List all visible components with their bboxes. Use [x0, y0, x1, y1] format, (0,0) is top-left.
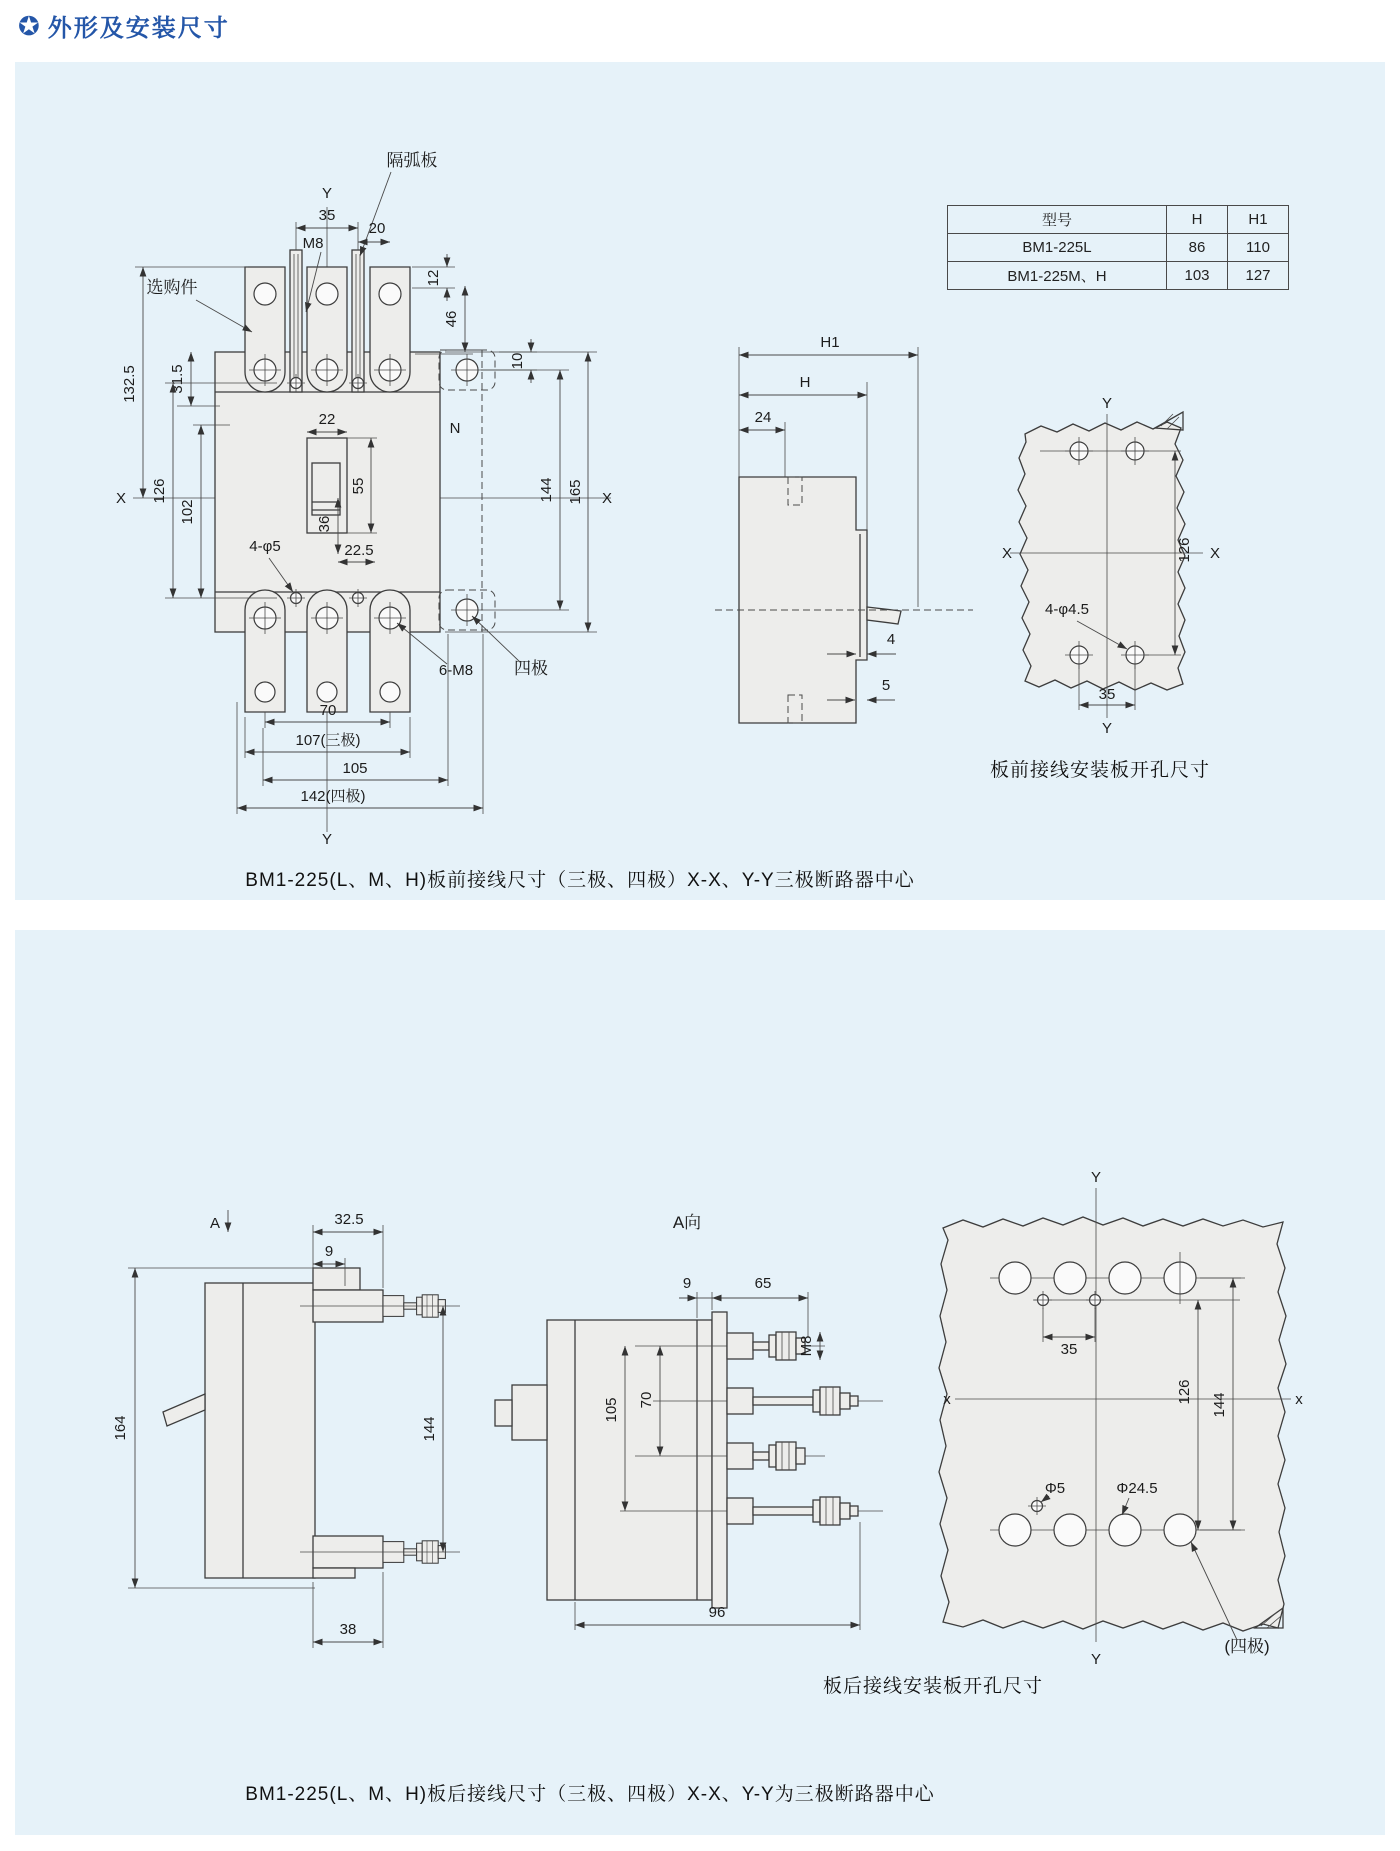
- dim-144: 144: [538, 477, 555, 503]
- drill1-axis-y-top: Y: [1101, 395, 1113, 412]
- drill2-axis-x-right: x: [1295, 1391, 1303, 1408]
- aview-dim-96: 96: [708, 1604, 726, 1621]
- dim-10: 10: [509, 352, 526, 370]
- dim-70: 70: [319, 702, 337, 719]
- h1-cell: 127: [1228, 262, 1289, 290]
- dim-22-5: 22.5: [344, 542, 374, 559]
- aview-dim-65: 65: [754, 1275, 772, 1292]
- drill1-axis-x-left: X: [1001, 545, 1013, 562]
- drill1-dim-35: 35: [1098, 686, 1116, 703]
- dim-102: 102: [179, 499, 196, 525]
- label-arc-plate: 隔弧板: [386, 151, 438, 170]
- axis-x-right-label: X: [601, 490, 613, 507]
- drill2-axis-x-left: x: [943, 1391, 951, 1408]
- dim-35: 35: [318, 207, 336, 224]
- axis-x-left-label: X: [115, 490, 127, 507]
- h-cell: 103: [1167, 262, 1228, 290]
- side-view: [715, 334, 973, 723]
- label-n-pole: N: [449, 420, 461, 437]
- model-cell: BM1-225L: [948, 234, 1167, 262]
- drill-plan-front: [990, 395, 1220, 781]
- drill2-caption: 板后接线安装板开孔尺寸: [822, 1676, 1044, 1697]
- label-a-view: A向: [672, 1213, 702, 1232]
- aview-dim-105: 105: [603, 1397, 620, 1423]
- aview-dim-9: 9: [682, 1275, 692, 1292]
- star-badge-icon: ✪: [18, 10, 40, 41]
- label-6-m8: 6-M8: [438, 662, 474, 679]
- dim-9: 9: [324, 1243, 334, 1260]
- dim-107: 107(三极): [295, 732, 361, 749]
- drill1-label-holes: 4-φ4.5: [1045, 601, 1089, 618]
- table-col-model: 型号: [948, 206, 1167, 234]
- page-header: [18, 8, 230, 43]
- table-col-h: H: [1167, 206, 1228, 234]
- rear-connection-panel: [15, 930, 1385, 1835]
- aview-label-m8: M8: [798, 1335, 815, 1357]
- dim-32-5: 32.5: [334, 1211, 364, 1228]
- dim-38: 38: [339, 1621, 357, 1638]
- h1-cell: 110: [1228, 234, 1289, 262]
- dim-31-5: 31.5: [169, 364, 186, 394]
- drill1-dim-126: 126: [1176, 537, 1193, 563]
- dim-142: 142(四极): [300, 788, 366, 805]
- drill1-axis-y-bottom: Y: [1101, 720, 1113, 737]
- front-connection-drawing: [15, 62, 1385, 900]
- panel1-caption: BM1-225(L、M、H)板前接线尺寸（三极、四极）X-X、Y-Y三极断路器中心: [245, 870, 915, 891]
- drill2-axis-y-bottom: Y: [1090, 1651, 1102, 1668]
- front-connection-panel: [15, 62, 1385, 900]
- dim-5: 5: [881, 677, 891, 694]
- panel2-caption: BM1-225(L、M、H)板后接线尺寸（三极、四极）X-X、Y-Y为三极断路器中心: [245, 1784, 935, 1805]
- label-4-phi5: 4-φ5: [249, 538, 281, 555]
- drill-plan-rear: [823, 1169, 1303, 1697]
- dim-4: 4: [886, 631, 896, 648]
- dim-36: 36: [316, 515, 333, 533]
- drill2-dim-35: 35: [1060, 1341, 1078, 1358]
- dim-164: 164: [112, 1415, 129, 1441]
- drill2-label-phi5: Φ5: [1044, 1480, 1066, 1497]
- table-row: [948, 234, 1289, 262]
- dim-20: 20: [368, 220, 386, 237]
- dim-126: 126: [151, 478, 168, 504]
- drill2-label-phi245: Φ24.5: [1116, 1480, 1158, 1497]
- model-dimension-table: [947, 205, 1289, 290]
- axis-y-top-label: Y: [321, 185, 333, 202]
- aview-dim-70: 70: [638, 1391, 655, 1409]
- dim-144: 144: [421, 1416, 438, 1442]
- dim-22: 22: [318, 411, 336, 428]
- a-direction-view: [495, 1213, 883, 1630]
- label-optional-part: 选购件: [146, 278, 198, 297]
- drill2-label-pole4: (四极): [1224, 1637, 1270, 1656]
- front-view: [116, 151, 612, 848]
- drill1-axis-x-right: X: [1209, 545, 1221, 562]
- dim-h: H: [799, 374, 811, 391]
- drill2-axis-y-top: Y: [1090, 1169, 1102, 1186]
- axis-y-bottom-label: Y: [321, 831, 333, 848]
- dim-12: 12: [425, 269, 442, 287]
- dim-132-5: 132.5: [121, 365, 138, 403]
- dim-105: 105: [342, 760, 368, 777]
- dim-55: 55: [350, 477, 367, 495]
- page-title: 外形及安装尺寸: [47, 15, 230, 42]
- label-m8: M8: [302, 235, 324, 252]
- model-cell: BM1-225M、H: [948, 262, 1167, 290]
- dim-24: 24: [754, 409, 772, 426]
- rear-connection-drawing: [15, 930, 1385, 1835]
- drill1-caption: 板前接线安装板开孔尺寸: [989, 760, 1211, 781]
- drill2-dim-126: 126: [1176, 1379, 1193, 1405]
- table-row: [948, 262, 1289, 290]
- label-pole4: 四极: [514, 659, 548, 678]
- h-cell: 86: [1167, 234, 1228, 262]
- rear-side-view: [112, 1210, 460, 1648]
- dim-46: 46: [443, 310, 460, 328]
- dim-165: 165: [567, 479, 584, 505]
- table-col-h1: H1: [1228, 206, 1289, 234]
- label-a: A: [209, 1215, 221, 1232]
- dim-h1: H1: [820, 334, 840, 351]
- drill2-dim-144: 144: [1211, 1392, 1228, 1418]
